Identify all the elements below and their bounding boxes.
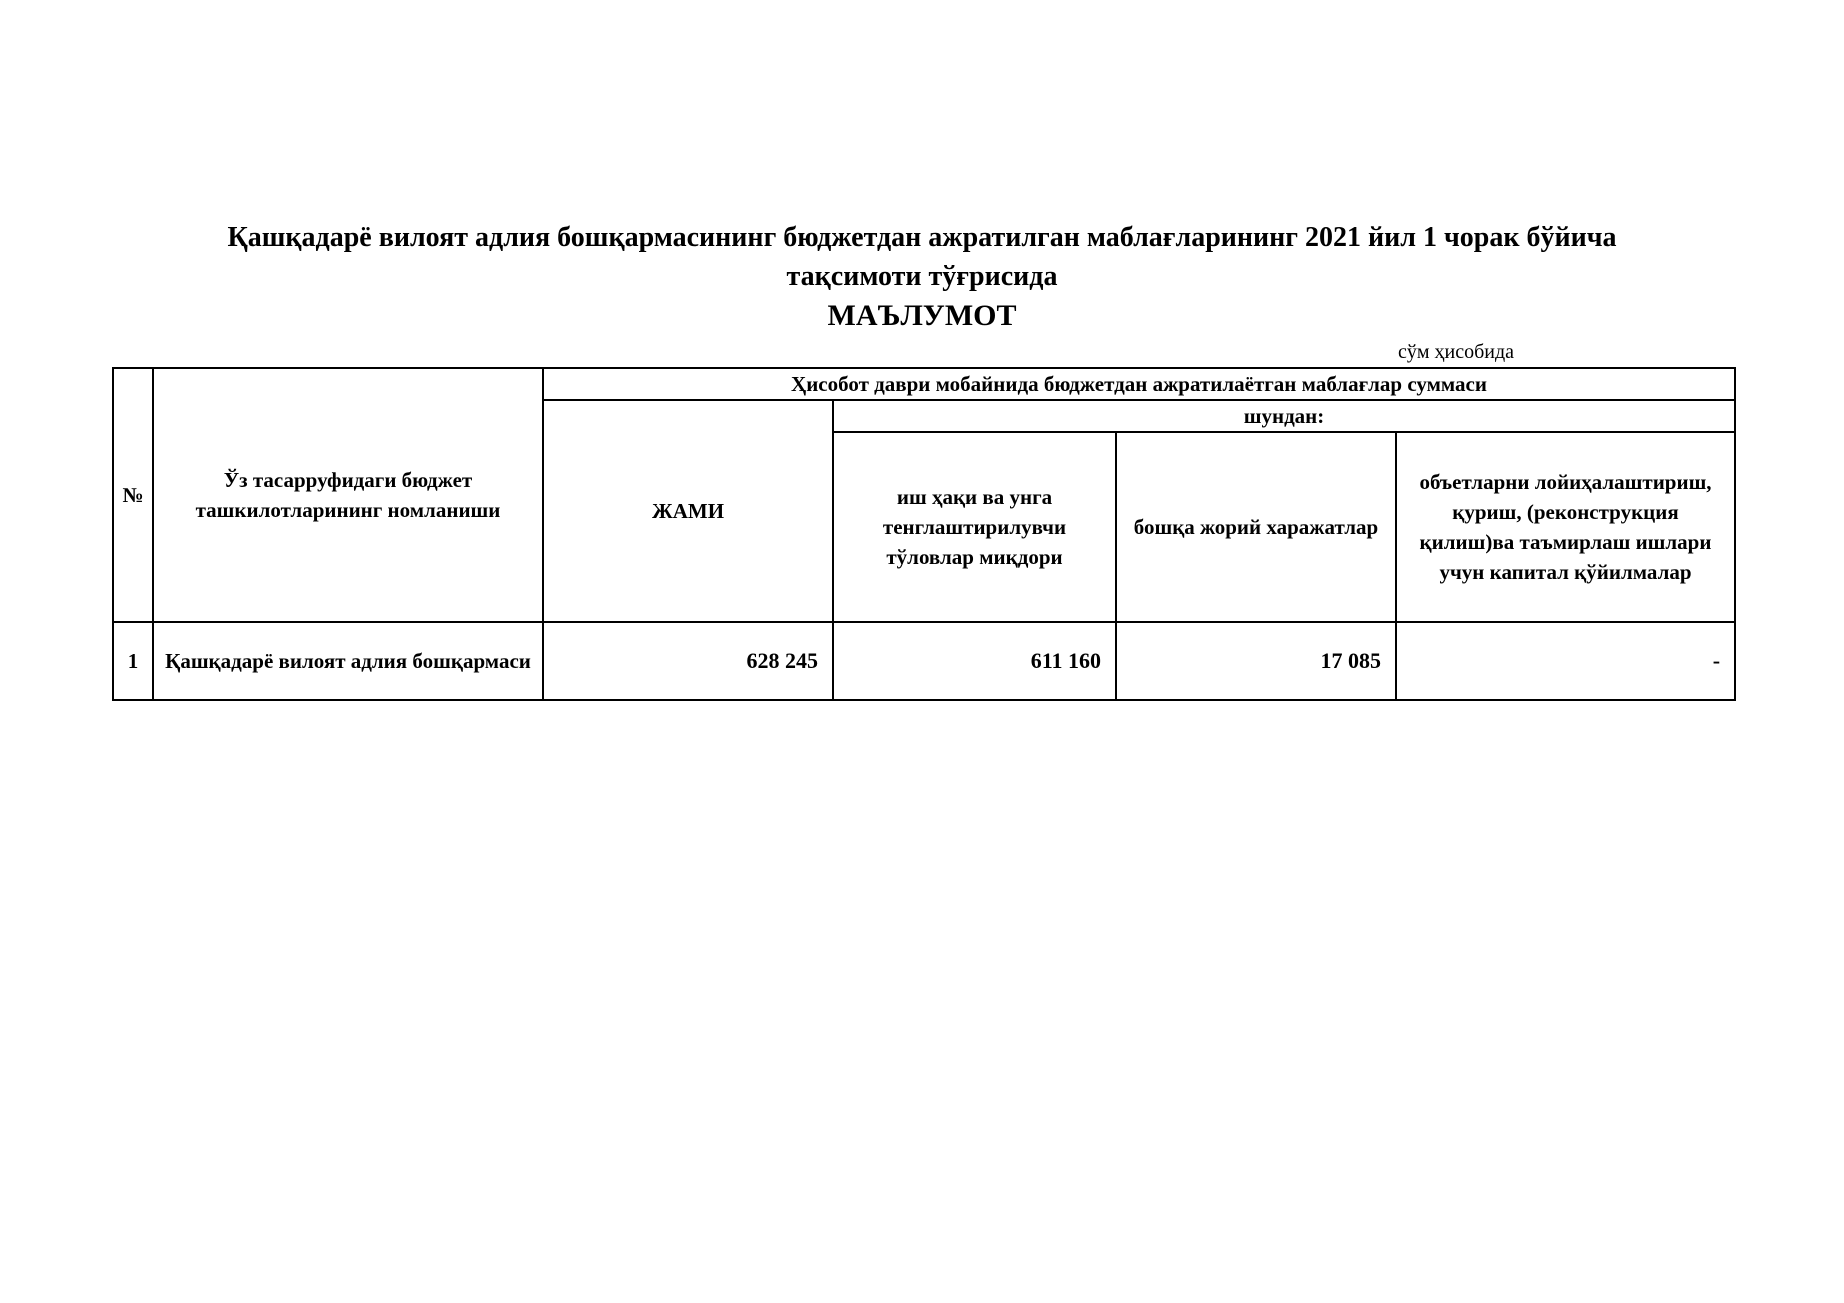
document-heading: МАЪЛУМОТ <box>827 299 1017 332</box>
table-row <box>113 622 1735 700</box>
title-line-2: тақсимоти тўғрисида <box>786 261 1058 292</box>
currency-unit-note: сўм ҳисобида <box>1398 341 1515 363</box>
row-number: 1 <box>113 622 153 700</box>
row-capital-investment: - <box>1396 622 1735 700</box>
title-line-1: Қашқадарё вилоят адлия бошқармасининг бюджетдан ажратилган маблағларининг 2021 йил 1 чорак бўйича <box>227 222 1617 253</box>
row-total: 628 245 <box>543 622 833 700</box>
row-organization: Қашқадарё вилоят адлия бошқармаси <box>153 622 543 700</box>
header-other-expenses: бошқа жорий харажатлар <box>1116 432 1396 622</box>
table-header-row-1 <box>113 368 1735 400</box>
header-allocated-funds: Ҳисобот даври мобайнида бюджетдан ажратилаётган маблағлар суммаси <box>543 368 1735 400</box>
row-other-expenses: 17 085 <box>1116 622 1396 700</box>
header-number: № <box>113 368 153 622</box>
header-organization: Ўз тасарруфидаги бюджет ташкилотларининг номланиши <box>153 368 543 622</box>
row-salary: 611 160 <box>833 622 1116 700</box>
header-salary: иш ҳақи ва унга тенглаштирилувчи тўловлар миқдори <box>833 432 1116 622</box>
header-total: ЖАМИ <box>543 400 833 622</box>
header-of-which: шундан: <box>833 400 1735 432</box>
header-capital-investment: объетларни лойиҳалаштириш, қуриш, (реконструкция қилиш)ва таъмирлаш ишлари учун капитал қўйилмалар <box>1396 432 1735 622</box>
budget-table <box>112 367 1736 701</box>
document-title <box>0 218 1844 336</box>
